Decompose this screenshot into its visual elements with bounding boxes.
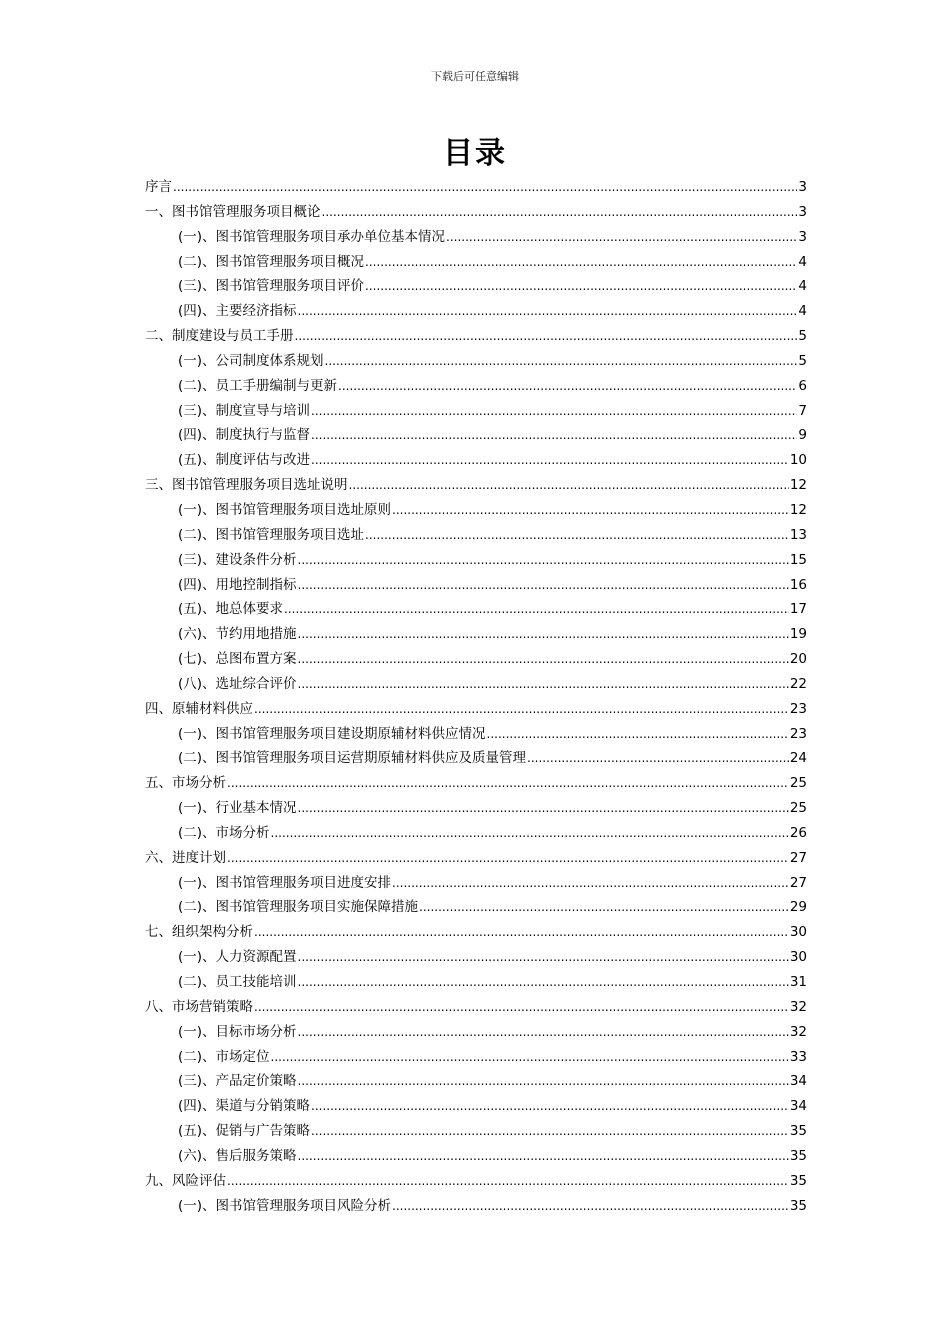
- toc-entry[interactable]: [145, 448, 807, 473]
- toc-dot-leader: [298, 1148, 789, 1164]
- toc-entry-label: (二)、图书馆管理服务项目运营期原辅材料供应及质量管理: [178, 750, 527, 767]
- toc-entry-page: 16: [789, 576, 807, 593]
- toc-entry-page: 35: [789, 1147, 807, 1164]
- toc-dot-leader: [298, 651, 789, 667]
- toc-dot-leader: [311, 1098, 789, 1114]
- toc-dot-leader: [298, 949, 789, 965]
- toc-dot-leader: [338, 378, 797, 394]
- toc-entry-label: (一)、公司制度体系规划: [178, 352, 324, 369]
- toc-dot-leader: [446, 229, 797, 245]
- toc-entry-page: 7: [798, 402, 807, 419]
- toc-entry-label: (二)、市场分析: [178, 824, 270, 841]
- toc-entry-label: (一)、图书馆管理服务项目进度安排: [178, 874, 392, 891]
- toc-entry-page: 25: [789, 800, 807, 817]
- toc-entry[interactable]: [145, 1020, 807, 1045]
- toc-entry-label: (四)、制度执行与监督: [178, 427, 311, 444]
- toc-entry-label: (一)、目标市场分析: [178, 1023, 297, 1040]
- toc-entry-page: 5: [798, 352, 807, 369]
- toc-entry[interactable]: [145, 622, 807, 647]
- toc-dot-leader: [254, 999, 789, 1015]
- toc-entry[interactable]: [145, 399, 807, 424]
- toc-entry-label: 六、进度计划: [145, 849, 226, 866]
- toc-entry-label: (二)、图书馆管理服务项目选址: [178, 526, 365, 543]
- toc-entry-label: (五)、地总体要求: [178, 601, 284, 618]
- toc-dot-leader: [298, 1073, 789, 1089]
- toc-entry-page: 35: [789, 1172, 807, 1189]
- toc-entry-label: 八、市场营销策略: [145, 998, 253, 1015]
- toc-entry[interactable]: [145, 1069, 807, 1094]
- toc-entry[interactable]: [145, 274, 807, 299]
- toc-entry[interactable]: [145, 920, 807, 945]
- toc-entry-page: 23: [789, 700, 807, 717]
- toc-entry-page: 30: [789, 949, 807, 966]
- toc-entry[interactable]: [145, 1169, 807, 1194]
- toc-dot-leader: [311, 403, 797, 419]
- toc-dot-leader: [311, 452, 789, 468]
- toc-entry-label: (三)、图书馆管理服务项目评价: [178, 278, 365, 295]
- toc-entry-label: (五)、促销与广告策略: [178, 1123, 311, 1140]
- toc-entry[interactable]: [145, 250, 807, 275]
- toc-entry-page: 20: [789, 651, 807, 668]
- toc-entry[interactable]: [145, 473, 807, 498]
- toc-entry-label: (四)、主要经济指标: [178, 303, 297, 320]
- toc-entry-label: 七、组织架构分析: [145, 924, 253, 941]
- toc-entry[interactable]: [145, 1094, 807, 1119]
- toc-dot-leader: [298, 577, 789, 593]
- toc-entry-label: (六)、节约用地措施: [178, 626, 297, 643]
- toc-entry-page: 27: [789, 849, 807, 866]
- toc-entry-page: 12: [789, 477, 807, 494]
- toc-dot-leader: [365, 254, 797, 270]
- toc-entry-page: 19: [789, 626, 807, 643]
- toc-entry-page: 10: [789, 452, 807, 469]
- toc-dot-leader: [227, 1173, 789, 1189]
- toc-dot-leader: [298, 676, 789, 692]
- toc-entry-page: 24: [789, 750, 807, 767]
- toc-entry-label: (三)、制度宣导与培训: [178, 402, 311, 419]
- toc-entry-label: (二)、市场定位: [178, 1048, 270, 1065]
- toc-entry[interactable]: [145, 871, 807, 896]
- toc-entry-page: 3: [798, 203, 807, 220]
- toc-entry-label: (四)、用地控制指标: [178, 576, 297, 593]
- toc-dot-leader: [392, 1198, 789, 1214]
- toc-entry[interactable]: [145, 573, 807, 598]
- toc-entry-page: 3: [798, 228, 807, 245]
- toc-entry-label: 二、制度建设与员工手册: [145, 328, 294, 345]
- toc-dot-leader: [392, 502, 789, 518]
- toc-entry-label: 序言: [145, 179, 172, 195]
- toc-entry[interactable]: [145, 324, 807, 349]
- toc-dot-leader: [487, 726, 789, 742]
- toc-dot-leader: [298, 974, 789, 990]
- toc-entry-page: 4: [798, 278, 807, 295]
- toc-entry-page: 13: [789, 526, 807, 543]
- toc-entry-page: 32: [789, 1023, 807, 1040]
- toc-entry-page: 22: [789, 675, 807, 692]
- toc-entry-label: 一、图书馆管理服务项目概论: [145, 203, 321, 220]
- toc-dot-leader: [254, 924, 789, 940]
- toc-entry[interactable]: [145, 895, 807, 920]
- toc-entry[interactable]: [145, 846, 807, 871]
- toc-entry-label: (七)、总图布置方案: [178, 651, 297, 668]
- toc-entry-label: (四)、渠道与分销策略: [178, 1098, 311, 1115]
- toc-entry[interactable]: [145, 995, 807, 1020]
- toc-dot-leader: [392, 875, 789, 891]
- toc-entry-page: 35: [789, 1197, 807, 1214]
- toc-entry[interactable]: [145, 200, 807, 225]
- toc-dot-leader: [298, 626, 789, 642]
- toc-entry-page: 35: [789, 1123, 807, 1140]
- toc-dot-leader: [173, 179, 797, 195]
- toc-dot-leader: [311, 1123, 789, 1139]
- toc-entry-label: (五)、制度评估与改进: [178, 452, 311, 469]
- toc-entry-label: 四、原辅材料供应: [145, 700, 253, 717]
- toc-entry-label: (三)、建设条件分析: [178, 551, 297, 568]
- toc-dot-leader: [227, 850, 789, 866]
- toc-entry-page: 5: [798, 328, 807, 345]
- toc-entry-label: (一)、人力资源配置: [178, 949, 297, 966]
- toc-entry[interactable]: [145, 647, 807, 672]
- toc-dot-leader: [284, 601, 789, 617]
- toc-dot-leader: [298, 1024, 789, 1040]
- toc-entry-label: (三)、产品定价策略: [178, 1073, 297, 1090]
- toc-entry-page: 9: [798, 427, 807, 444]
- toc-entry[interactable]: [145, 771, 807, 796]
- toc-entry-page: 34: [789, 1073, 807, 1090]
- toc-dot-leader: [254, 701, 789, 717]
- toc-entry-label: (一)、图书馆管理服务项目建设期原辅材料供应情况: [178, 725, 486, 742]
- header-note: 下载后可任意编辑: [431, 70, 519, 83]
- toc-dot-leader: [325, 353, 798, 369]
- toc-dot-leader: [295, 328, 798, 344]
- toc-dot-leader: [227, 775, 789, 791]
- toc-entry[interactable]: [145, 523, 807, 548]
- toc-entry-page: 23: [789, 725, 807, 742]
- table-of-contents: [145, 175, 807, 1218]
- toc-entry-label: (一)、行业基本情况: [178, 800, 297, 817]
- toc-dot-leader: [349, 477, 789, 493]
- toc-entry-label: (二)、图书馆管理服务项目概况: [178, 253, 365, 270]
- toc-dot-leader: [311, 427, 797, 443]
- toc-entry[interactable]: [145, 697, 807, 722]
- toc-entry-label: 五、市场分析: [145, 775, 226, 792]
- toc-entry-page: 12: [789, 501, 807, 518]
- toc-dot-leader: [271, 1049, 789, 1065]
- toc-entry[interactable]: [145, 423, 807, 448]
- toc-entry[interactable]: [145, 1194, 807, 1219]
- toc-entry[interactable]: [145, 225, 807, 250]
- toc-entry-page: 25: [789, 775, 807, 792]
- toc-dot-leader: [298, 552, 789, 568]
- toc-entry-label: (一)、图书馆管理服务项目选址原则: [178, 501, 392, 518]
- toc-entry[interactable]: [145, 746, 807, 771]
- toc-entry-page: 33: [789, 1048, 807, 1065]
- toc-entry[interactable]: [145, 597, 807, 622]
- toc-entry-label: (八)、选址综合评价: [178, 675, 297, 692]
- toc-dot-leader: [365, 527, 789, 543]
- toc-entry[interactable]: [145, 1119, 807, 1144]
- toc-entry-page: 4: [798, 303, 807, 320]
- toc-entry-label: (二)、图书馆管理服务项目实施保障措施: [178, 899, 419, 916]
- toc-entry[interactable]: [145, 821, 807, 846]
- toc-entry[interactable]: [145, 672, 807, 697]
- toc-entry-page: 17: [789, 601, 807, 618]
- toc-entry-page: 32: [789, 998, 807, 1015]
- toc-entry[interactable]: [145, 349, 807, 374]
- toc-entry-label: (一)、图书馆管理服务项目承办单位基本情况: [178, 228, 446, 245]
- toc-entry-page: 30: [789, 924, 807, 941]
- toc-entry[interactable]: [145, 498, 807, 523]
- toc-entry[interactable]: [145, 299, 807, 324]
- toc-dot-leader: [527, 750, 789, 766]
- toc-entry-label: (二)、员工技能培训: [178, 974, 297, 990]
- toc-entry[interactable]: [145, 722, 807, 747]
- toc-entry-label: (一)、图书馆管理服务项目风险分析: [178, 1197, 392, 1214]
- toc-entry[interactable]: [145, 1045, 807, 1070]
- toc-entry[interactable]: [145, 175, 807, 200]
- toc-entry-label: (六)、售后服务策略: [178, 1147, 297, 1164]
- toc-entry-page: 31: [789, 974, 807, 990]
- toc-entry-label: (二)、员工手册编制与更新: [178, 377, 338, 394]
- toc-dot-leader: [419, 899, 789, 915]
- toc-entry[interactable]: [145, 1144, 807, 1169]
- toc-entry[interactable]: [145, 945, 807, 970]
- toc-entry-page: 6: [798, 377, 807, 394]
- toc-dot-leader: [271, 825, 789, 841]
- toc-entry[interactable]: [145, 374, 807, 399]
- toc-entry-page: 27: [789, 874, 807, 891]
- toc-dot-leader: [298, 800, 789, 816]
- toc-entry[interactable]: [145, 796, 807, 821]
- page-title: 目录: [443, 136, 507, 171]
- toc-dot-leader: [298, 303, 798, 319]
- toc-entry-page: 15: [789, 551, 807, 568]
- toc-entry[interactable]: [145, 970, 807, 995]
- toc-entry-label: 三、图书馆管理服务项目选址说明: [145, 477, 348, 494]
- toc-entry-page: 26: [789, 824, 807, 841]
- toc-entry-label: 九、风险评估: [145, 1172, 226, 1189]
- toc-entry-page: 29: [789, 899, 807, 916]
- toc-entry-page: 3: [798, 179, 807, 195]
- toc-entry[interactable]: [145, 548, 807, 573]
- toc-entry-page: 34: [789, 1098, 807, 1115]
- toc-dot-leader: [322, 204, 798, 220]
- toc-dot-leader: [365, 278, 797, 294]
- toc-entry-page: 4: [798, 253, 807, 270]
